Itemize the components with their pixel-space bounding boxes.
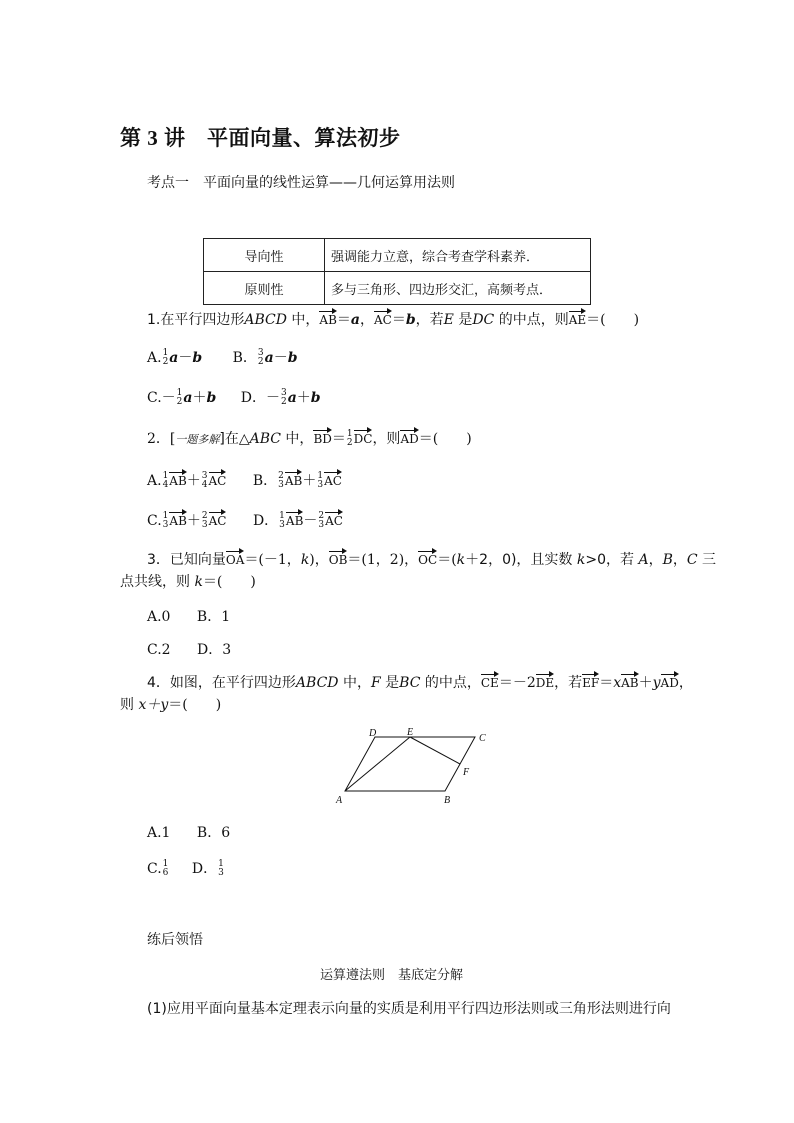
q3-option-a: A.0 — [147, 609, 171, 625]
vector-ae: AE — [569, 310, 586, 327]
vector-ad: AD — [400, 429, 418, 446]
q1-text: 是 — [453, 312, 473, 328]
q4-options-row-1 — [147, 822, 230, 842]
table-cell-value: 强调能力立意，综合考查学科素养． — [325, 239, 591, 272]
q1-option-c-label: C.－ — [147, 390, 176, 406]
question-2-stem — [147, 428, 472, 448]
q4-option-d-label: D． — [191, 861, 218, 877]
q1-text: ＝( ) — [586, 312, 640, 328]
table-cell-value: 多与三角形、四边形交汇，高频考点． — [325, 272, 591, 305]
q2-text: ]在△ — [219, 431, 250, 447]
label-e: E — [407, 727, 414, 738]
q3-text: 3．已知向量 — [147, 552, 226, 568]
q1-eq: ＝ — [336, 312, 351, 328]
q1-option-d-label: D．－ — [240, 390, 280, 406]
q1-text: 的中点，则 — [494, 312, 569, 328]
after-paragraph: (1)应用平面向量基本定理表示向量的实质是利用平行四边形法则或三角形法则进行向 — [147, 1001, 671, 1017]
vector-b: b — [405, 312, 416, 328]
q2-text: ＝( ) — [418, 431, 472, 447]
question-4-stem-line-1: 4．如图，在平行四边形ABCD 中，F 是BC 的中点，CE＝－2DE，若EF＝xAB＋yAD， — [147, 675, 693, 691]
q1-options-row-1: A. 1 2 a－b B． 3 2 a－b — [147, 348, 298, 367]
q4-option-a: A.1 — [147, 825, 171, 841]
q1-option-b-label: B． — [232, 350, 257, 366]
q3-option-c: C.2 — [147, 642, 171, 658]
vector-ob: OB — [329, 550, 348, 567]
q3-option-b: B．1 — [196, 609, 231, 625]
point-e: E — [443, 312, 454, 328]
table-row — [204, 272, 591, 305]
vector-de: DE — [536, 673, 554, 690]
question-3-stem-line-1: 3．已知向量OA＝(－1，k)，OB＝(1，2)，OC＝(k＋2，0)，且实数 k>0，若 A，B，C 三 — [147, 552, 717, 568]
q2-text: ，则 — [372, 431, 401, 447]
q2-text: 中， — [280, 431, 314, 447]
label-f: F — [463, 767, 470, 778]
vector-ad: AD — [661, 673, 679, 690]
q4-option-c-label: C. — [147, 861, 162, 877]
q1-abcd: ABCD — [244, 312, 287, 328]
table-row — [204, 239, 591, 272]
q2-eq: ＝ — [331, 431, 346, 447]
q1-text: 中， — [286, 312, 320, 328]
q1-options-row-2: C.－ 1 2 a＋b D．－ 3 2 a＋b — [147, 388, 321, 407]
q2-option-c-label: C. — [147, 513, 162, 529]
q3-options-row-1 — [147, 606, 230, 626]
vector-ab: AB — [319, 310, 336, 327]
guide-table — [203, 238, 591, 305]
table-cell-key: 原则性 — [204, 272, 325, 305]
q1-comma: ， — [359, 312, 374, 328]
q2-options-row-1: A. 1 4 AB＋ 3 4 AC B． 2 3 AB＋ 1 3 AC — [147, 471, 342, 490]
q1-option-a-label: A. — [147, 350, 162, 366]
label-a: A — [336, 795, 343, 806]
parallelogram-figure — [330, 724, 500, 810]
q2-option-a-label: A. — [147, 473, 162, 489]
page-title: 第 3 讲 平面向量、算法初步 — [120, 126, 401, 150]
fraction: 1 2 — [346, 429, 353, 448]
question-1-stem — [147, 309, 639, 329]
q2-tag: 一题多解 — [175, 433, 220, 446]
vector-ab: AB — [621, 673, 638, 690]
table-cell-key: 导向性 — [204, 239, 325, 272]
q2-option-d-label: D． — [252, 513, 279, 529]
fraction: 3 2 — [280, 388, 287, 407]
q1-eq: ＝ — [391, 312, 406, 328]
q2-option-b-label: B． — [252, 473, 278, 489]
q1-text: ，若 — [415, 312, 444, 328]
q2-text: 2．[ — [147, 431, 176, 447]
segment-dc: DC — [472, 312, 495, 328]
label-c: C — [479, 733, 486, 744]
label-d: D — [369, 728, 377, 739]
section-heading: 考点一 平面向量的线性运算——几何运算用法则 — [147, 175, 455, 191]
parallelogram-abcd — [345, 737, 475, 791]
triangle-abc: ABC — [249, 431, 281, 447]
fraction: 3 2 — [257, 348, 264, 367]
segment-ef — [410, 737, 460, 764]
q3-option-d: D．3 — [197, 642, 232, 658]
segment-ae — [345, 737, 410, 791]
vector-oc: OC — [418, 550, 437, 567]
question-3-stem-line-2: 点共线，则 k＝( ) — [120, 574, 256, 590]
vector-bd: BD — [313, 429, 331, 446]
vector-oa: OA — [226, 550, 245, 567]
question-4-stem-line-2: 则 x＋y＝( ) — [120, 697, 222, 713]
fraction: 1 2 — [162, 348, 169, 367]
after-center-heading: 运算遵法则 基底定分解 — [320, 968, 464, 983]
vector-ef: EF — [582, 673, 599, 690]
vector-dc: DC — [354, 429, 373, 446]
fraction: 1 2 — [176, 388, 183, 407]
q3-options-row-2 — [147, 639, 231, 659]
after-heading: 练后领悟 — [147, 932, 203, 948]
vector-ce: CE — [481, 673, 499, 690]
q2-options-row-2: C. 1 3 AB＋ 2 3 AC D． 1 3 AB－ 2 3 AC — [147, 511, 343, 530]
q4-option-b: B．6 — [196, 825, 231, 841]
q1-text: 1.在平行四边形 — [147, 312, 245, 328]
q4-options-row-2: C. 1 6 D． 1 3 — [147, 859, 224, 878]
vector-ac: AC — [374, 310, 392, 327]
vector-a: a — [350, 312, 360, 328]
label-b: B — [444, 795, 451, 806]
